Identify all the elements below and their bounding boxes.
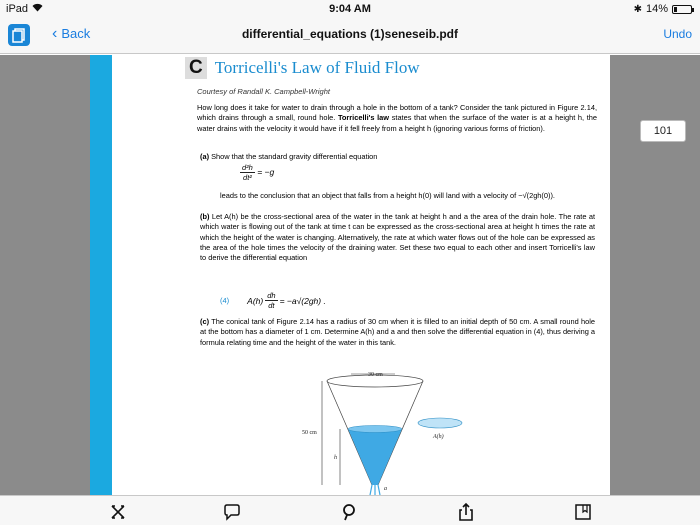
eq4-denominator: dt xyxy=(268,301,275,310)
battery-icon xyxy=(672,5,692,14)
share-icon[interactable] xyxy=(456,502,476,522)
part-c-label: (c) xyxy=(200,317,210,326)
search-icon[interactable] xyxy=(340,502,360,522)
part-b xyxy=(200,212,595,263)
page-number-badge: 101 xyxy=(640,120,686,142)
eq4-numerator: dh xyxy=(267,291,276,300)
equation-4 xyxy=(220,291,326,310)
eq-a-numerator: d²h xyxy=(242,163,253,172)
chevron-left-icon: ‹ xyxy=(52,24,58,42)
section-title: Torricelli's Law of Fluid Flow xyxy=(214,58,420,77)
eq4-lhs: A(h) xyxy=(247,295,264,306)
part-a-label: (a) xyxy=(200,152,210,161)
part-c xyxy=(200,317,595,348)
intro-text-2: states that when the surface of the water is at a height h, the water drains with the velocity it would have if it fell freely from a height h (ignoring various forms of friction). xyxy=(197,113,597,133)
device-name: iPad xyxy=(6,3,29,15)
status-right xyxy=(634,3,692,15)
grid-icon[interactable] xyxy=(108,502,128,522)
conical-tank-figure xyxy=(300,371,550,495)
part-a-followup: leads to the conclusion that an object that falls from a height h(0) will land with a velocity of −√(2gh(0)). xyxy=(220,191,555,200)
a-label: a xyxy=(384,486,387,492)
part-c-text: The conical tank of Figure 2.14 has a radius of 30 cm when it is filled to an initial depth of 50 cm. A small round hole at the bottom has a diameter of 1 cm. Determine A(h) and a and then solve the differential equation in (4), thus deriving a formula relating time and the height of the water in this tank. xyxy=(200,317,596,347)
section-heading xyxy=(185,57,420,79)
eq4-label: (4) xyxy=(220,296,230,305)
intro-paragraph xyxy=(197,103,597,134)
battery-percent: 14% xyxy=(645,3,668,15)
document-viewer[interactable] xyxy=(0,55,700,495)
cross-section-ellipse xyxy=(418,418,462,428)
status-bar xyxy=(0,0,700,18)
part-b-text: Let A(h) be the cross-sectional area of the water in the tank at height h and a the area of the drain hole. The rate at which water is flowing out of the tank at time t can be expressed as the cross-sectional area at height h times the rate at which the height of the water is changing. Alternatively, the rate at which water flows out of the hole can be expressed as the area of the hole times the velocity of the draining water. Set these two equal to each other and insert Torricelli's law to derive the differential equation xyxy=(200,212,595,263)
drain-stream xyxy=(370,485,380,495)
eq-a-denominator: dt² xyxy=(243,173,252,182)
gravity-equation xyxy=(240,163,274,182)
page-side-stripe xyxy=(90,55,112,495)
bottom-toolbar xyxy=(0,495,700,525)
status-time: 9:04 AM xyxy=(329,3,371,15)
intro-bold: Torricelli's law xyxy=(337,113,390,123)
area-label: A(h) xyxy=(433,434,444,440)
intro-text-1: How long does it take for water to drain through a hole in the bottom of a tank? Consider the tank pictured in Figure 2.14, which drains through a small, round hole. xyxy=(197,103,597,123)
part-a xyxy=(200,152,595,162)
part-a-text: Show that the standard gravity differential equation xyxy=(211,152,378,161)
h-label: h xyxy=(334,455,337,461)
eq-a-rhs: = −g xyxy=(257,166,275,177)
back-label: Back xyxy=(61,26,91,41)
document-title: differential_equations (1)seneseib.pdf xyxy=(241,27,459,41)
undo-button[interactable]: Undo xyxy=(663,27,692,41)
part-b-label: (b) xyxy=(200,212,210,221)
section-letter: C xyxy=(185,57,207,79)
courtesy-line: Courtesy of Randall K. Campbell-Wright xyxy=(197,87,330,96)
water-fill xyxy=(348,429,402,485)
nav-bar xyxy=(0,18,700,54)
water-surface xyxy=(348,426,402,433)
radius-label: 30 cm xyxy=(368,372,383,378)
eq4-rhs: = −a√(2gh) . xyxy=(279,295,326,306)
bluetooth-icon: ✱ xyxy=(633,3,642,15)
annotate-icon[interactable] xyxy=(222,502,242,522)
depth-label: 50 cm xyxy=(302,430,317,436)
bookmark-icon[interactable] xyxy=(573,502,593,522)
